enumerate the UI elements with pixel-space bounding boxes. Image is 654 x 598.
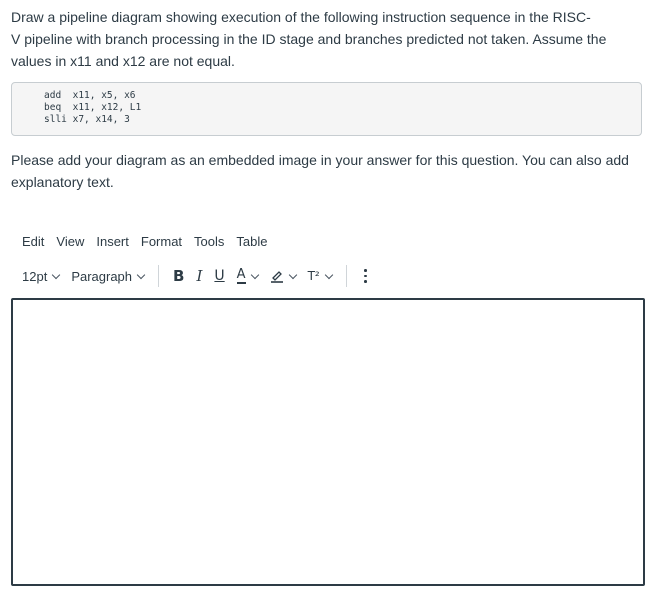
chevron-down-icon — [137, 270, 145, 278]
answer-instructions — [11, 149, 641, 193]
toolbar-divider — [346, 265, 347, 287]
superscript-icon: T² — [307, 269, 320, 283]
code-line: beq x11, x12, L1 — [44, 102, 142, 113]
question-text — [11, 6, 641, 72]
italic-icon: I — [196, 267, 203, 285]
question-line: V pipeline with branch processing in the ID stage and branches predicted not taken. Assume the — [11, 31, 607, 47]
instruction-line: explanatory text. — [11, 174, 114, 190]
bold-icon: B — [173, 267, 185, 285]
question-line: values in x11 and x12 are not equal. — [11, 53, 235, 69]
code-block — [11, 82, 642, 136]
superscript-button[interactable] — [302, 264, 338, 288]
block-format-select[interactable] — [65, 264, 150, 288]
chevron-down-icon — [288, 270, 296, 278]
highlight-color-button[interactable] — [264, 264, 302, 288]
chevron-down-icon — [250, 270, 258, 278]
editor-menubar — [16, 231, 273, 251]
chevron-down-icon — [324, 270, 332, 278]
font-size-select[interactable] — [16, 264, 65, 288]
menu-insert[interactable]: Insert — [96, 233, 129, 249]
code-line: slli x7, x14, 3 — [44, 114, 130, 125]
underline-icon: U — [214, 268, 225, 284]
more-options-button[interactable] — [355, 264, 377, 288]
code-line: add x11, x5, x6 — [44, 90, 136, 101]
underline-button[interactable] — [208, 264, 230, 288]
menu-view[interactable]: View — [56, 233, 85, 249]
chevron-down-icon — [52, 270, 60, 278]
text-color-icon: A — [236, 267, 246, 282]
rich-text-editor[interactable] — [11, 298, 645, 586]
more-vertical-icon — [361, 264, 371, 288]
highlighter-icon — [270, 269, 284, 283]
font-size-value: 12pt — [22, 268, 48, 284]
text-color-button[interactable] — [231, 264, 264, 288]
editor-toolbar — [16, 264, 377, 288]
toolbar-divider — [158, 265, 159, 287]
italic-button[interactable] — [190, 264, 208, 288]
menu-table[interactable]: Table — [236, 233, 268, 249]
bold-button[interactable] — [167, 264, 190, 288]
question-line: Draw a pipeline diagram showing execution of the following instruction sequence in the RISC- — [11, 9, 591, 25]
menu-edit[interactable]: Edit — [22, 233, 45, 249]
menu-tools[interactable]: Tools — [194, 233, 225, 249]
instruction-line: Please add your diagram as an embedded image in your answer for this question. You can also add — [11, 152, 629, 168]
menu-format[interactable]: Format — [140, 233, 183, 249]
block-format-value: Paragraph — [71, 268, 133, 284]
